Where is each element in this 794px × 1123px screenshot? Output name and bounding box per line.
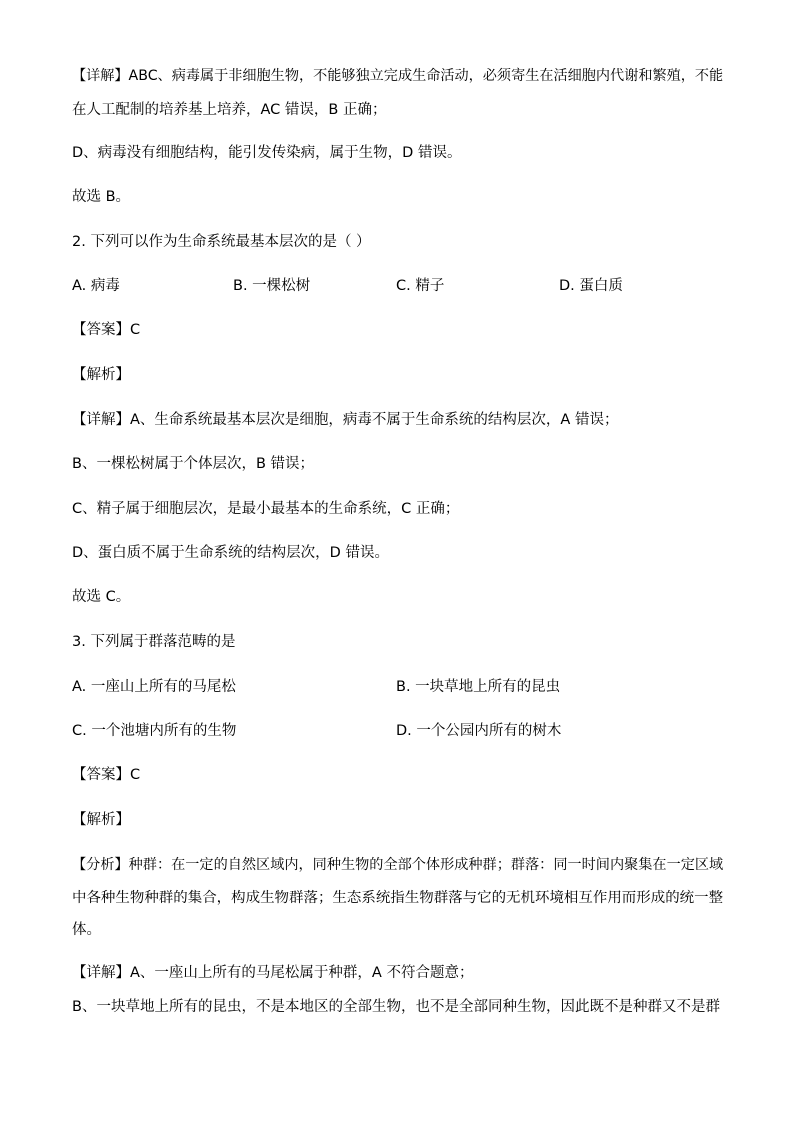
q3-stem: 3. 下列属于群落范畴的是 [72,634,236,650]
q2-conclusion: 故选 C。 [72,589,131,605]
q2-option-d [559,276,623,296]
q1-detail-line-2: 在人工配制的培养基上培养，AC 错误，B 正确； [72,102,387,118]
q1-detail-line-1: 【详解】ABC、病毒属于非细胞生物，不能够独立完成生命活动，必须寄生在活细胞内代谢和繁殖，不能 [72,68,724,84]
q2-detail-line-2: B、一棵松树属于个体层次，B 错误； [72,456,315,472]
option-label: A. [72,679,87,695]
option-text: 一个池塘内所有的生物 [91,723,237,739]
q3-option-b [396,677,560,697]
option-label: D. [396,723,412,739]
q1-detail-line-3: D、病毒没有细胞结构，能引发传染病，属于生物，D 错误。 [72,145,462,161]
q3-analysis-line-2: 中各种生物种群的集合，构成生物群落；生态系统指生物群落与它的无机环境相互作用而形成的统一整 [72,890,724,906]
q2-detail-line-4: D、蛋白质不属于生命系统的结构层次，D 错误。 [72,545,389,561]
option-label: B. [396,679,411,695]
q3-option-c [72,721,236,741]
q3-option-d [396,721,561,741]
option-text: 精子 [415,278,445,294]
option-text: 一个公园内所有的树木 [416,723,562,739]
q2-detail-line-3: C、精子属于细胞层次，是最小最基本的生命系统，C 正确； [72,501,460,517]
option-text: 一块草地上所有的昆虫 [415,679,561,695]
answer-value: C [130,767,141,783]
option-label: B. [233,278,248,294]
q3-analysis-tag: 【解析】 [72,812,130,828]
option-label: C. [396,278,411,294]
option-label: A. [72,278,87,294]
answer-tag: 【答案】 [72,767,130,783]
option-text: 一棵松树 [252,278,311,294]
option-text: 一座山上所有的马尾松 [90,679,236,695]
q2-option-a [72,276,120,296]
q2-option-b [233,276,310,296]
option-label: C. [72,723,87,739]
q1-conclusion: 故选 B。 [72,189,131,205]
option-label: D. [559,278,575,294]
q3-option-a [72,677,236,697]
q3-detail-line-2: B、一块草地上所有的昆虫，不是本地区的全部生物，也不是全部同种生物，因此既不是种群又不是群 [72,999,720,1015]
q2-answer [72,320,140,340]
q3-analysis-line-3: 体。 [72,922,101,938]
q3-analysis-line-1: 【分析】种群：在一定的自然区域内，同种生物的全部个体形成种群；群落：同一时间内聚集在一定区域 [72,857,724,873]
q2-stem: 2. 下列可以作为生命系统最基本层次的是（ ） [72,234,371,250]
q3-detail-line-1: 【详解】A、一座山上所有的马尾松属于种群，A 不符合题意； [72,965,474,981]
q2-option-c [396,276,444,296]
option-text: 蛋白质 [579,278,623,294]
q2-detail-line-1: 【详解】A、生命系统最基本层次是细胞，病毒不属于生命系统的结构层次，A 错误； [72,412,619,428]
q3-answer [72,765,140,785]
option-text: 病毒 [90,278,120,294]
answer-value: C [130,322,141,338]
answer-tag: 【答案】 [72,322,130,338]
q2-analysis-tag: 【解析】 [72,367,130,383]
